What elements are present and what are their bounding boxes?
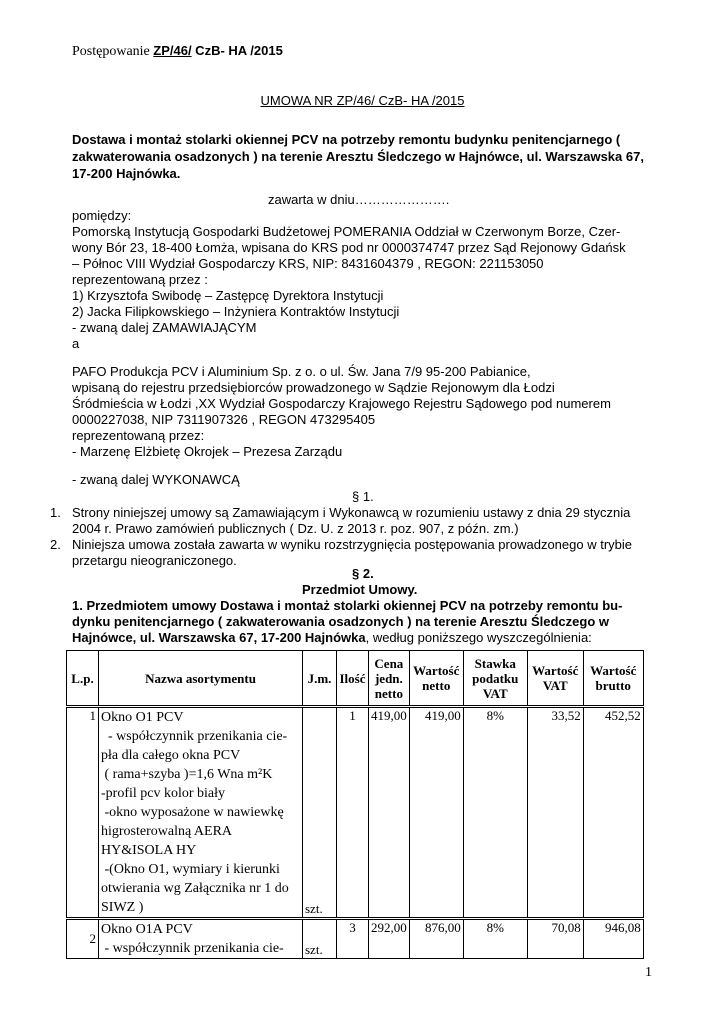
- section2-para-line: 1. Przedmiotem umowy Dostawa i montaż stolarki okiennej PCV na potrzeby remontu bu-: [72, 598, 623, 613]
- party1-line: Pomorską Instytucją Gospodarki Budżetowej POMERANIA Oddział w Czerwonym Borze, Czer-: [72, 224, 621, 239]
- proceeding-header: [72, 43, 283, 60]
- item-number: 1.: [50, 505, 61, 520]
- cell-vat: 33,52: [527, 707, 583, 919]
- name-line: higrosterowalną AERA: [101, 824, 233, 839]
- section1-item: [50, 505, 670, 539]
- section2-symbol: § 2.: [352, 566, 374, 581]
- party2-line: Śródmieścia w Łodzi ,XX Wydział Gospodarczy Krajowego Rejestru Sądowego pod numerem: [72, 396, 611, 411]
- cell-unit: szt.: [303, 707, 337, 919]
- table-row: [67, 707, 644, 919]
- party1-line: reprezentowaną przez :: [72, 272, 208, 287]
- name-line: HY&ISOLA HY: [101, 843, 197, 858]
- party1-line: 1) Krzysztofa Swibodę – Zastępcę Dyrektora Instytucji: [72, 288, 384, 303]
- party2-line: wpisaną do rejestru przedsiębiorców prowadzonego w Sądzie Rejonowym dla Łodzi: [72, 380, 555, 395]
- col-header-gross: Wartość brutto: [583, 651, 643, 707]
- col-header-vat: Wartość VAT: [527, 651, 583, 707]
- header-case-rest: CzB- HA /2015: [191, 43, 283, 58]
- name-line: -okno wyposażone w nawiewkę: [101, 805, 284, 820]
- concluded-line: zawarta w dniu………………….: [268, 192, 450, 207]
- party2-line: - Marzenę Elżbietę Okrojek – Prezesa Zarządu: [72, 444, 343, 459]
- header-prefix: Postępowanie: [72, 44, 154, 59]
- section1-symbol: § 1.: [352, 489, 374, 504]
- cell-net: 876,00: [409, 919, 463, 959]
- party2-line: reprezentowaną przez:: [72, 428, 205, 443]
- cell-vat-rate: 8%: [463, 919, 527, 959]
- cell-name: [99, 919, 303, 959]
- item-line: przetargu nieograniczonego.: [72, 553, 237, 568]
- col-header-unit-price: Cena jedn. netto: [369, 651, 410, 707]
- section2-title: Przedmiot Umowy.: [302, 582, 418, 597]
- name-line: pła dla całego okna PCV: [101, 748, 241, 763]
- item-line: Niniejsza umowa została zawarta w wyniku rozstrzygnięcia postępowania prowadzonego w trybie: [72, 537, 632, 552]
- page-number: 1: [645, 965, 652, 980]
- col-header-lp: L.p.: [67, 651, 99, 707]
- party1-line: - zwaną dalej ZAMAWIAJĄCYM: [72, 320, 257, 335]
- name-line: SIWZ ): [101, 900, 144, 915]
- cell-net: 419,00: [409, 707, 463, 919]
- cell-vat-rate: 8%: [463, 707, 527, 919]
- name-line: otwierania wg Załącznika nr 1 do: [101, 881, 289, 896]
- item-line: Strony niniejszej umowy są Zamawiającym i Wykonawcą w rozumieniu ustawy z dnia 29 stycznia: [72, 505, 631, 520]
- name-line: -profil pcv kolor biały: [101, 786, 226, 801]
- item-line: 2004 r. Prawo zamówień publicznych ( Dz. U. z 2013 r. poz. 907, z późn. zm.): [72, 521, 519, 536]
- cell-gross: 946,08: [583, 919, 643, 959]
- cell-gross: 452,52: [583, 707, 643, 919]
- col-header-qty: Ilość: [337, 651, 369, 707]
- item-number: 2.: [50, 537, 61, 552]
- table-row: [67, 919, 644, 959]
- col-header-vat-rate: Stawka podatku VAT: [463, 651, 527, 707]
- cell-lp: 2: [67, 919, 99, 959]
- name-line: - współczynnik przenikania cie-: [101, 941, 284, 956]
- cell-unit-price: 419,00: [369, 707, 410, 919]
- party1-line: wony Bór 23, 18-400 Łomża, wpisana do KRS pod nr 0000374747 przez Sąd Rejonowy Gdańsk: [72, 240, 626, 255]
- name-line: - współczynnik przenikania cie-: [101, 729, 288, 744]
- cell-lp: 1: [67, 707, 99, 919]
- cell-qty: 3: [337, 919, 369, 959]
- section2-para-line: dynku penitencjarnego ( zakwaterowania osadzonych ) na terenie Aresztu Śledczego w: [72, 614, 609, 629]
- name-line: -(Okno O1, wymiary i kierunki: [101, 862, 280, 877]
- cell-vat: 70,08: [527, 919, 583, 959]
- cell-qty: 1: [337, 707, 369, 919]
- col-header-net: Wartość netto: [409, 651, 463, 707]
- name-line: ( rama+szyba )=1,6 Wna m²K: [101, 767, 273, 782]
- party1-line: a: [72, 336, 80, 351]
- party2-line: 0000227038, NIP 7311907326 , REGON 473295405: [72, 412, 376, 427]
- cell-name: [99, 707, 303, 919]
- contractor-line: - zwaną dalej WYKONAWCĄ: [72, 472, 240, 487]
- name-line: Okno O1A PCV: [101, 922, 193, 937]
- between-label: pomiędzy:: [72, 208, 132, 223]
- party1-line: – Północ VIII Wydział Gospodarczy KRS, NIP: 8431604379 , REGON: 221153050: [72, 256, 544, 271]
- section2-para-rest: , według poniższego wyszczególnienia:: [365, 630, 592, 645]
- header-case-number: ZP/46/: [153, 43, 192, 58]
- section2-para-line: [72, 630, 592, 646]
- col-header-name: Nazwa asortymentu: [99, 651, 303, 707]
- section2-location: Hajnówce, ul. Warszawska 67, 17-200 Hajnówka: [72, 630, 366, 645]
- col-header-unit: J.m.: [303, 651, 337, 707]
- table-header-row: [67, 651, 644, 707]
- name-line: Okno O1 PCV: [101, 710, 184, 725]
- party1-line: 2) Jacka Filipkowskiego – Inżyniera Kontraktów Instytucji: [72, 304, 400, 319]
- contract-title: UMOWA NR ZP/46/ CzB- HA /2015: [260, 93, 465, 108]
- subject-heading: Dostawa i montaż stolarki okiennej PCV na potrzeby remontu budynku penitencjarnego ( zakwaterowania osadzonych ) na terenie Aresztu Śledczego w Hajnówce, ul. Warszawska 67, 17-200 Hajnówka.: [72, 132, 644, 181]
- cell-unit-price: 292,00: [369, 919, 410, 959]
- cell-unit: szt.: [303, 919, 337, 959]
- party2-line: PAFO Produkcja PCV i Aluminium Sp. z o. o ul. Św. Jana 7/9 95-200 Pabianice,: [72, 364, 531, 379]
- assortment-table: [66, 650, 644, 959]
